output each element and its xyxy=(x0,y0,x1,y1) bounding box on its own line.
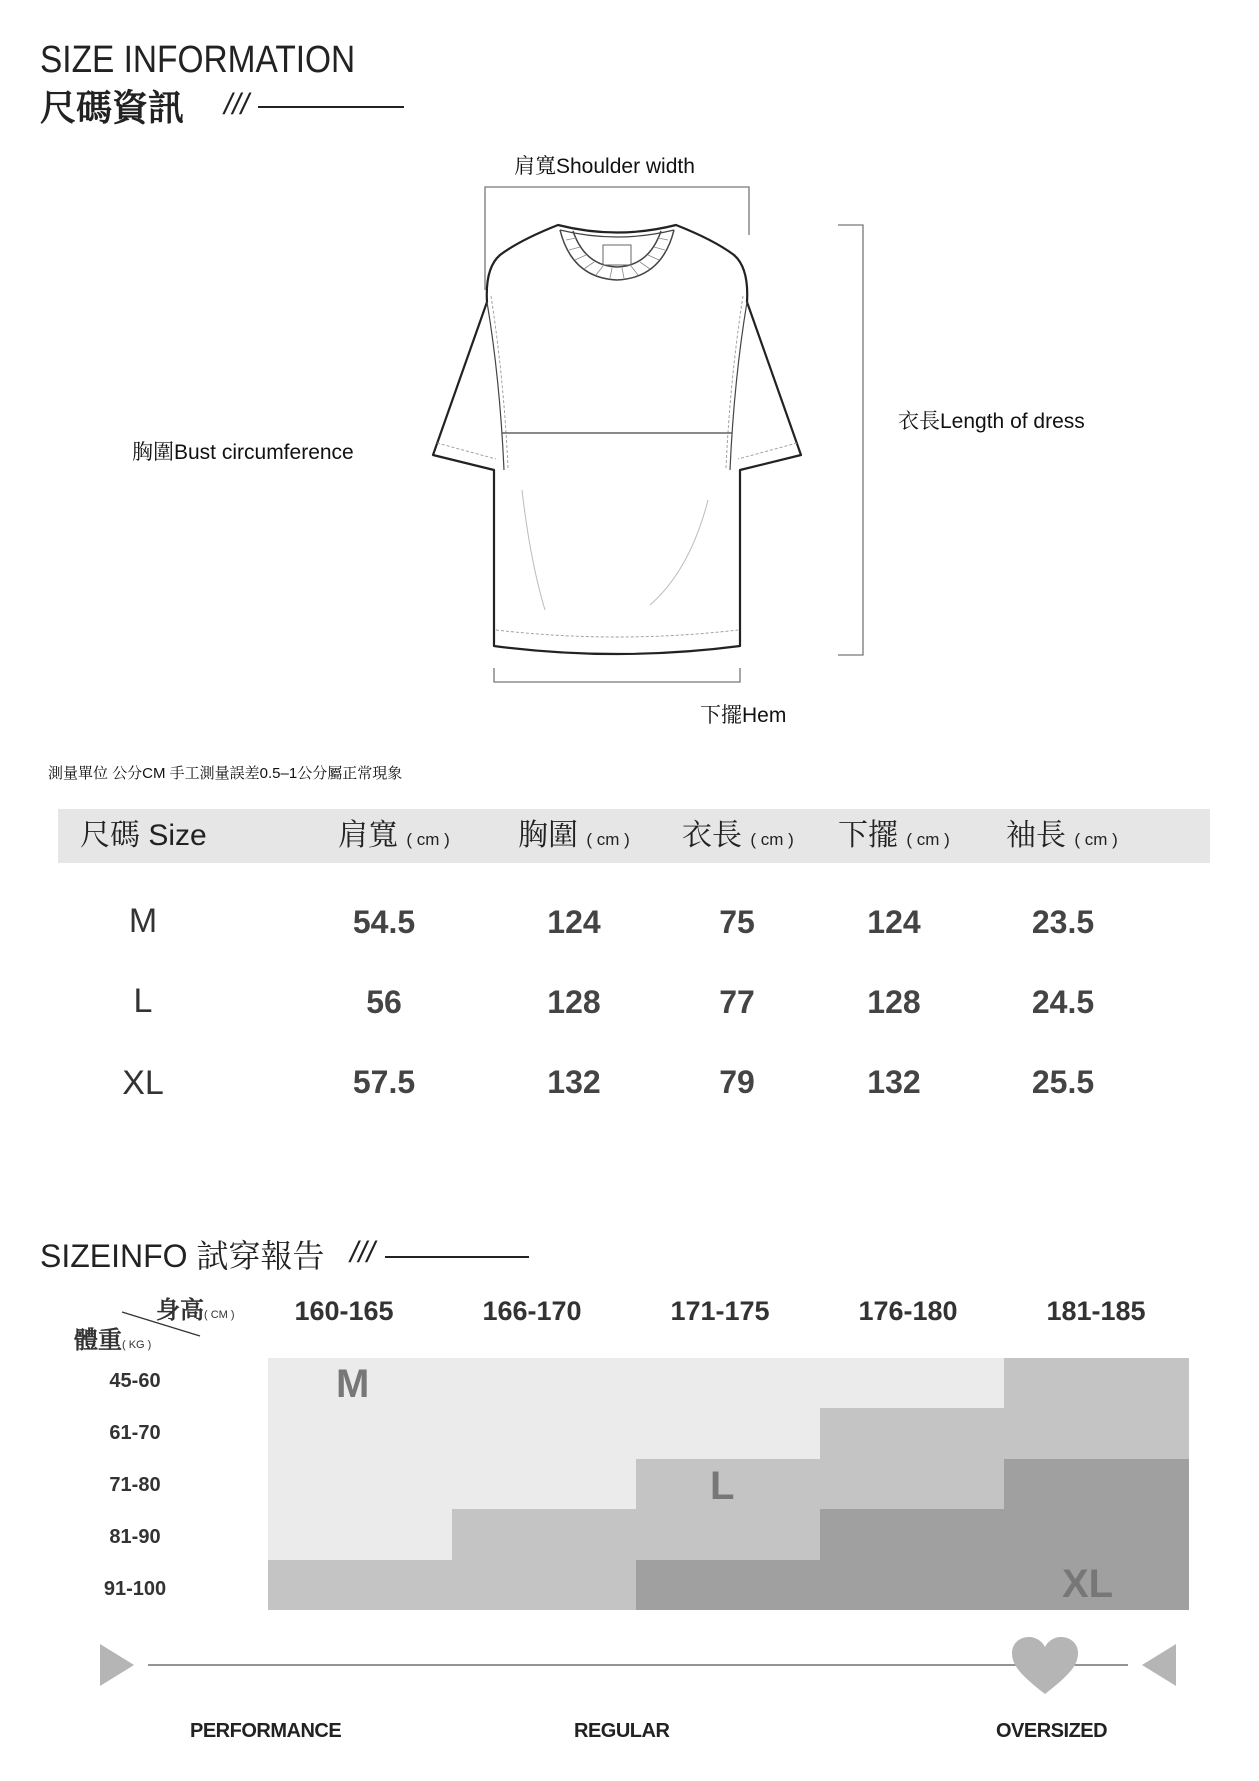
bust-column-header: 胸圍 ( cm ) xyxy=(518,819,630,852)
grid-cell-l xyxy=(1004,1358,1189,1409)
weight-row: 71-80 xyxy=(109,1474,161,1496)
cell-hem: 128 xyxy=(867,984,921,1020)
page-title-zh: 尺碼資訊 xyxy=(40,87,185,128)
title-decoration: /// xyxy=(224,88,250,121)
grid-cell-xl xyxy=(820,1560,1005,1611)
size-table-header xyxy=(58,809,1210,863)
grid-cell-l xyxy=(636,1509,821,1560)
grid-cell-xl xyxy=(1004,1509,1189,1560)
measurement-note: 測量單位 公分CM 手工測量誤差0.5–1公分屬正常現象 xyxy=(48,765,403,782)
grid-cell-l xyxy=(820,1459,1005,1510)
page-title-en: SIZE INFORMATION xyxy=(40,39,356,81)
length-column-header: 衣長 ( cm ) xyxy=(682,819,794,852)
fit-label-regular: REGULAR xyxy=(574,1720,670,1742)
grid-cell-m xyxy=(820,1358,1005,1409)
grid-cell-m xyxy=(452,1408,637,1459)
grid-cell-l xyxy=(452,1560,637,1611)
grid-cell-m xyxy=(268,1509,453,1560)
shoulder-column-header: 肩寬 ( cm ) xyxy=(338,819,450,852)
fit-label-oversized: OVERSIZED xyxy=(996,1720,1108,1742)
cell-hem: 132 xyxy=(867,1064,921,1100)
tshirt-diagram xyxy=(0,0,1259,740)
grid-cell-m xyxy=(636,1358,821,1409)
grid-cell-l xyxy=(452,1509,637,1560)
size-mark-l: L xyxy=(710,1464,735,1508)
cell-bust: 124 xyxy=(547,904,601,940)
cell-length: 79 xyxy=(719,1064,755,1100)
axis-divider xyxy=(120,1310,210,1340)
height-col: 160-165 xyxy=(294,1296,394,1326)
sleeve-column-header: 袖長 ( cm ) xyxy=(1006,819,1118,852)
grid-cell-l xyxy=(1004,1408,1189,1459)
height-col: 166-170 xyxy=(482,1296,582,1326)
fit-label-performance: PERFORMANCE xyxy=(190,1720,342,1742)
cell-length: 75 xyxy=(719,904,755,940)
cell-bust: 132 xyxy=(547,1064,601,1100)
size-mark-xl: XL xyxy=(1062,1562,1114,1606)
size-column-header: 尺碼 Size xyxy=(80,819,207,852)
grid-cell-xl xyxy=(820,1509,1005,1560)
row-size: L xyxy=(133,982,153,1020)
height-axis-label: 身高( CM ) xyxy=(156,1297,235,1324)
weight-row: 81-90 xyxy=(109,1526,161,1548)
weight-row: 91-100 xyxy=(103,1578,167,1600)
fit-report-title: SIZEINFO 試穿報告 xyxy=(40,1238,325,1274)
heart-icon xyxy=(1010,1636,1080,1700)
hem-column-header: 下擺 ( cm ) xyxy=(838,819,950,852)
fit-report-rule xyxy=(385,1256,529,1258)
cell-sleeve: 25.5 xyxy=(1031,1064,1095,1100)
height-col: 171-175 xyxy=(670,1296,770,1326)
cell-sleeve: 23.5 xyxy=(1031,904,1095,940)
cell-hem: 124 xyxy=(867,904,921,940)
grid-cell-m xyxy=(268,1408,453,1459)
height-col: 176-180 xyxy=(858,1296,958,1326)
cell-bust: 128 xyxy=(547,984,601,1020)
grid-cell-xl xyxy=(1004,1459,1189,1510)
grid-cell-l xyxy=(820,1408,1005,1459)
weight-axis-label: 體重( KG ) xyxy=(74,1327,152,1354)
weight-row: 45-60 xyxy=(109,1370,161,1392)
grid-cell-xl xyxy=(636,1560,821,1611)
grid-cell-m xyxy=(268,1459,453,1510)
grid-cell-m xyxy=(452,1459,637,1510)
bust-label: 胸圍Bust circumference xyxy=(132,441,354,464)
cell-sleeve: 24.5 xyxy=(1031,984,1095,1020)
hem-label: 下擺Hem xyxy=(700,704,787,727)
grid-cell-m xyxy=(452,1358,637,1409)
shoulder-width-label: 肩寬Shoulder width xyxy=(514,155,695,178)
cell-length: 77 xyxy=(719,984,755,1020)
fit-report-decoration: /// xyxy=(350,1236,376,1269)
size-mark-m: M xyxy=(336,1362,370,1406)
length-label: 衣長Length of dress xyxy=(898,410,1085,433)
row-size: XL xyxy=(122,1064,164,1102)
height-col: 181-185 xyxy=(1046,1296,1146,1326)
cell-shoulder: 56 xyxy=(366,984,402,1020)
grid-cell-l xyxy=(268,1560,453,1611)
cell-shoulder: 57.5 xyxy=(352,1064,416,1100)
weight-row: 61-70 xyxy=(109,1422,161,1444)
grid-cell-m xyxy=(636,1408,821,1459)
row-size: M xyxy=(128,902,158,940)
cell-shoulder: 54.5 xyxy=(352,904,416,940)
